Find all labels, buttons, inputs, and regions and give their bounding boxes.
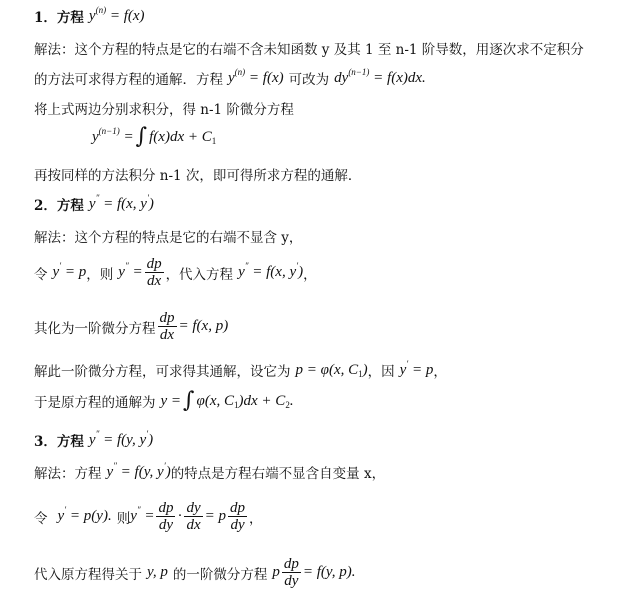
- section-2-second-derivative: y″ =: [118, 261, 143, 280]
- section-1-heading: [34, 6, 145, 26]
- section-2-line-2: [34, 256, 317, 289]
- section-2-line-2-text-c: ，代入方程: [165, 266, 234, 283]
- section-3-line-2: 令 y′ = p(y). 则 y″ = $\frac{dp}{dy}$ · $\frac{dy}{dx}$ = p $\frac{dp}{dy}$ ，: [34, 500, 263, 533]
- section-2-line-1: 解法：这个方程的特点是它的右端不显含 y，: [34, 230, 303, 246]
- section-3-equation-inline: y″ = f(y, y′): [106, 460, 171, 480]
- section-3-first-order-fraction: $\frac{dp}{dy}$: [283, 556, 299, 589]
- section-2-line-4-text-c: ，: [433, 364, 447, 380]
- section-1-heading-label: 1．方程: [34, 10, 84, 26]
- section-1-line-2: [34, 68, 426, 88]
- section-3-variables: y, p: [147, 564, 168, 580]
- section-3-fraction-dp-dy-2: $\frac{dp}{dy}$: [230, 500, 246, 533]
- section-2-line-4: [34, 360, 447, 380]
- section-3-heading: [34, 430, 153, 450]
- section-2-line-2-text-d: ，: [303, 266, 317, 283]
- section-1-line-1: 解法：这个方程的特点是它的右端不含未知函数 y 及其 1 至 n-1 阶导数，用逐次求不定积分: [34, 42, 584, 58]
- section-2-first-order-rhs: = f(x, p): [178, 318, 229, 334]
- section-1-equation-inline: $y^{(n)} = f(x)$: [228, 66, 284, 86]
- section-2-line-2-text-b: ，则: [86, 266, 114, 283]
- section-2-line-2-text-a: 令: [34, 266, 48, 283]
- section-2-substitution: y′ = p: [52, 261, 87, 280]
- section-2-heading-label: 2．方程: [34, 198, 84, 214]
- section-3-line-2-text-a: 令: [34, 510, 48, 527]
- section-3-line-1: [34, 462, 385, 482]
- section-3-first-order-rhs: = f(y, p).: [302, 564, 356, 580]
- section-1-line-4: 再按同样的方法积分 n-1 次，即可得所求方程的通解．: [34, 168, 362, 184]
- section-3-heading-equation: y″ = f(y, y′): [88, 428, 154, 448]
- section-2-original-equation: y″ = f(x, y′): [238, 261, 304, 280]
- section-2-line-3: [34, 310, 228, 343]
- section-3-line-3-text-b: 的一阶微分方程: [172, 566, 268, 583]
- section-3-fraction-dy-dx: $\frac{dy}{dx}$: [186, 500, 201, 533]
- section-3-line-2-text-b: 则: [116, 510, 131, 527]
- section-3-heading-label: 3．方程: [34, 434, 84, 450]
- section-2-line-4-text-b: ，因: [367, 364, 395, 380]
- section-2-fraction-dp-dx: $\frac{dp}{dx}$: [146, 256, 162, 289]
- section-3-line-1-text-a: 解法：方程: [34, 466, 102, 482]
- section-1-line-2-text-b: 可改为: [288, 72, 330, 88]
- section-1-differential-form: $dy^{(n-1)} = f(x)dx$.: [334, 66, 426, 86]
- section-2-line-5: 于是原方程的通解为 y = ∫ φ(x, $C_1)dx + C_2$.: [34, 388, 294, 413]
- section-3-line-1-text-b: 的特点是方程右端不显含自变量 x，: [170, 466, 386, 482]
- section-1-heading-equation: $y^{(n)} = f(x)$: [88, 4, 145, 24]
- section-3-substitution: y′ = p(y).: [57, 505, 112, 524]
- section-1-formula: $y^{(n-1)}$ = ∫ $f(x)dx + C_1$: [92, 124, 217, 149]
- section-2-general-solution-p: p = φ(x, $C_1$): [295, 361, 368, 379]
- section-2-line-4-text-a: 解此一阶微分方程，可求得其通解，设它为: [34, 364, 291, 380]
- section-2-line-3-text: 其化为一阶微分方程: [34, 320, 156, 337]
- section-2-heading: [34, 194, 154, 214]
- section-3-line-2-text-c: ，: [249, 510, 263, 527]
- section-2-heading-equation: y″ = f(x, y′): [88, 192, 154, 212]
- section-3-line-3-text-a: 代入原方程得关于: [34, 566, 142, 583]
- section-2-line-5-text: 于是原方程的通解为: [34, 395, 156, 411]
- section-1-line-2-text-a: 的方法可求得方程的通解．方程: [34, 72, 223, 88]
- section-1-line-3: 将上式两边分别求积分，得 n-1 阶微分方程: [34, 102, 294, 118]
- section-3-fraction-dp-dy: $\frac{dp}{dy}$: [158, 500, 174, 533]
- section-2-general-solution: φ(x, $C_1)dx + C_2$.: [196, 392, 294, 410]
- section-3-line-3: 代入原方程得关于 y, p 的一阶微分方程 p $\frac{dp}{dy}$ = f(y, p).: [34, 556, 356, 589]
- section-2-first-order-fraction: $\frac{dp}{dx}$: [159, 310, 175, 343]
- section-2-substitution-repeat: y′ = p: [399, 358, 434, 378]
